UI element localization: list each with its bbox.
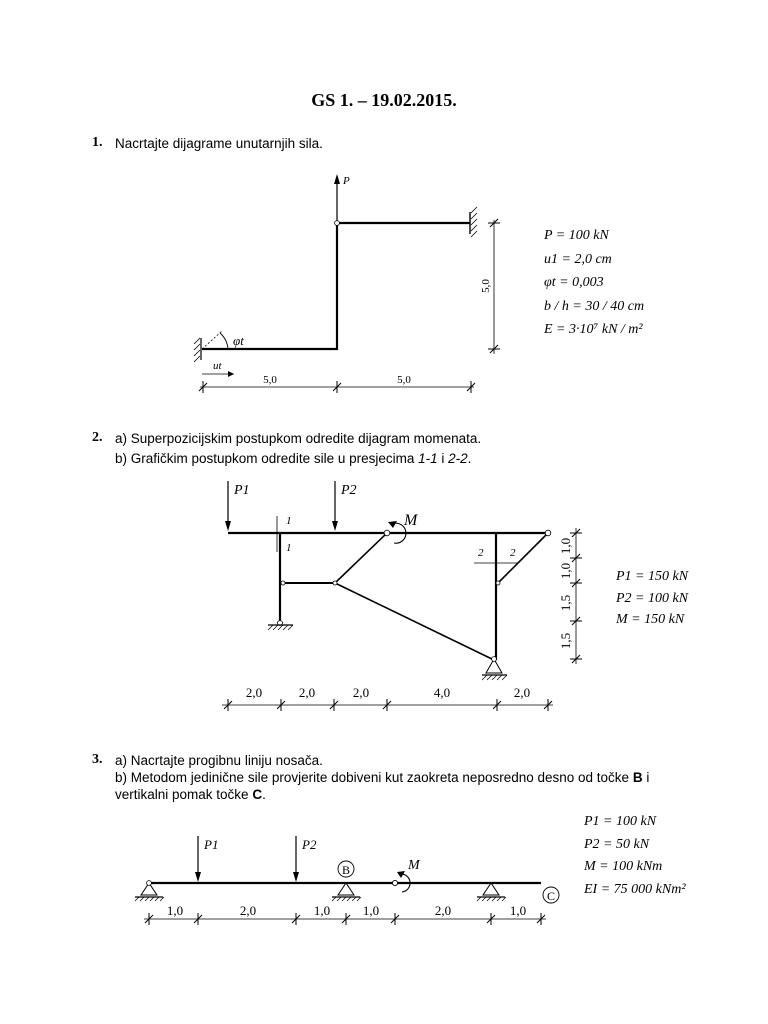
text-part: b) Metodom jedinične sile provjerite dobiveni kut zaokreta neposredno desno od točke — [115, 770, 633, 785]
dim-label: 4,0 — [433, 685, 451, 700]
vdim-label: 1,0 — [558, 537, 573, 555]
text-part: vertikalni pomak točke — [115, 787, 253, 802]
text-part: b) Grafičkim postupkom odredite sile u presjecima — [115, 451, 419, 466]
phi-label: φt — [233, 333, 244, 348]
param-line: E = 3·10⁷ kN / m² — [544, 322, 643, 337]
param-line: P2 = 50 kN — [584, 836, 650, 852]
section-1-label: 1 — [286, 515, 292, 527]
section-2-label: 2 — [478, 547, 484, 559]
param-line: M = 100 kNm — [584, 859, 663, 874]
param-line: M = 150 kN — [616, 612, 685, 627]
text-part: . — [262, 787, 266, 802]
load-p-label: P — [343, 175, 350, 187]
dim-label: 1,0 — [166, 903, 184, 918]
hinge-icon — [392, 880, 397, 885]
section-2-label: 2 — [510, 547, 516, 559]
text-part: i — [642, 770, 650, 785]
dim-label: 2,0 — [245, 685, 263, 700]
text-part: i — [437, 451, 449, 466]
task2-line-a: a) Superpozicijskim postupkom odredite dijagram momenata. — [115, 431, 482, 446]
param-line: EI = 75 000 kNm² — [584, 881, 686, 897]
task2-number: 2. — [92, 430, 103, 445]
m-label: M — [404, 512, 418, 529]
page-title: GS 1. – 19.02.2015. — [311, 90, 457, 110]
p2-label: P2 — [341, 483, 357, 498]
vdim-label: 1,5 — [558, 594, 573, 612]
roller-support-icon — [477, 883, 506, 901]
task1-text: Nacrtajte dijagrame unutarnjih sila. — [115, 136, 323, 151]
dim-label: 5,0 — [263, 374, 277, 386]
p2-label: P2 — [302, 837, 317, 852]
load-arrow-down-icon — [195, 872, 201, 882]
dim-label: 2,0 — [298, 685, 316, 700]
dim-label: 5,0 — [397, 374, 411, 386]
height-dim-label: 5,0 — [480, 279, 492, 293]
param-line: φt = 0,003 — [544, 275, 604, 290]
point-ref: C — [252, 787, 263, 802]
p1-label: P1 — [204, 837, 219, 852]
param-line: u1 = 2,0 cm — [544, 251, 612, 267]
vdim-label: 1,5 — [558, 632, 573, 650]
b-label: B — [341, 863, 351, 877]
section-1-label: 1 — [286, 542, 292, 554]
dim-label: 2,0 — [352, 685, 370, 700]
param-line: P1 = 150 kN — [616, 569, 689, 584]
dim-label: 2,0 — [513, 685, 531, 700]
task3-number: 3. — [92, 752, 103, 767]
dim-label: 2,0 — [434, 903, 452, 918]
c-label: C — [546, 889, 556, 903]
p1-label: P1 — [234, 483, 250, 498]
section-ref: 1-1 — [418, 451, 438, 466]
dim-label: 1,0 — [509, 903, 527, 918]
roller-support-icon — [332, 883, 361, 901]
text-part: . — [467, 451, 472, 466]
u-label: ut — [213, 360, 222, 372]
param-line: P1 = 100 kN — [584, 814, 657, 829]
load-arrow-down-icon — [293, 872, 299, 882]
param-line: b / h = 30 / 40 cm — [544, 298, 645, 314]
point-ref: B — [632, 770, 643, 785]
param-line: P = 100 kN — [544, 228, 609, 243]
task3-params — [584, 811, 686, 901]
dim-label: 2,0 — [239, 903, 257, 918]
section-ref: 2-2 — [448, 451, 468, 466]
m-label: M — [408, 858, 420, 873]
vdim-label: 1,0 — [558, 562, 573, 580]
param-line: P2 = 100 kN — [616, 590, 689, 606]
dim-label: 1,0 — [313, 903, 331, 918]
task1-number: 1. — [92, 135, 103, 150]
task3-line-a: a) Nacrtajte progibnu liniju nosača. — [115, 753, 323, 768]
dim-label: 1,0 — [362, 903, 380, 918]
